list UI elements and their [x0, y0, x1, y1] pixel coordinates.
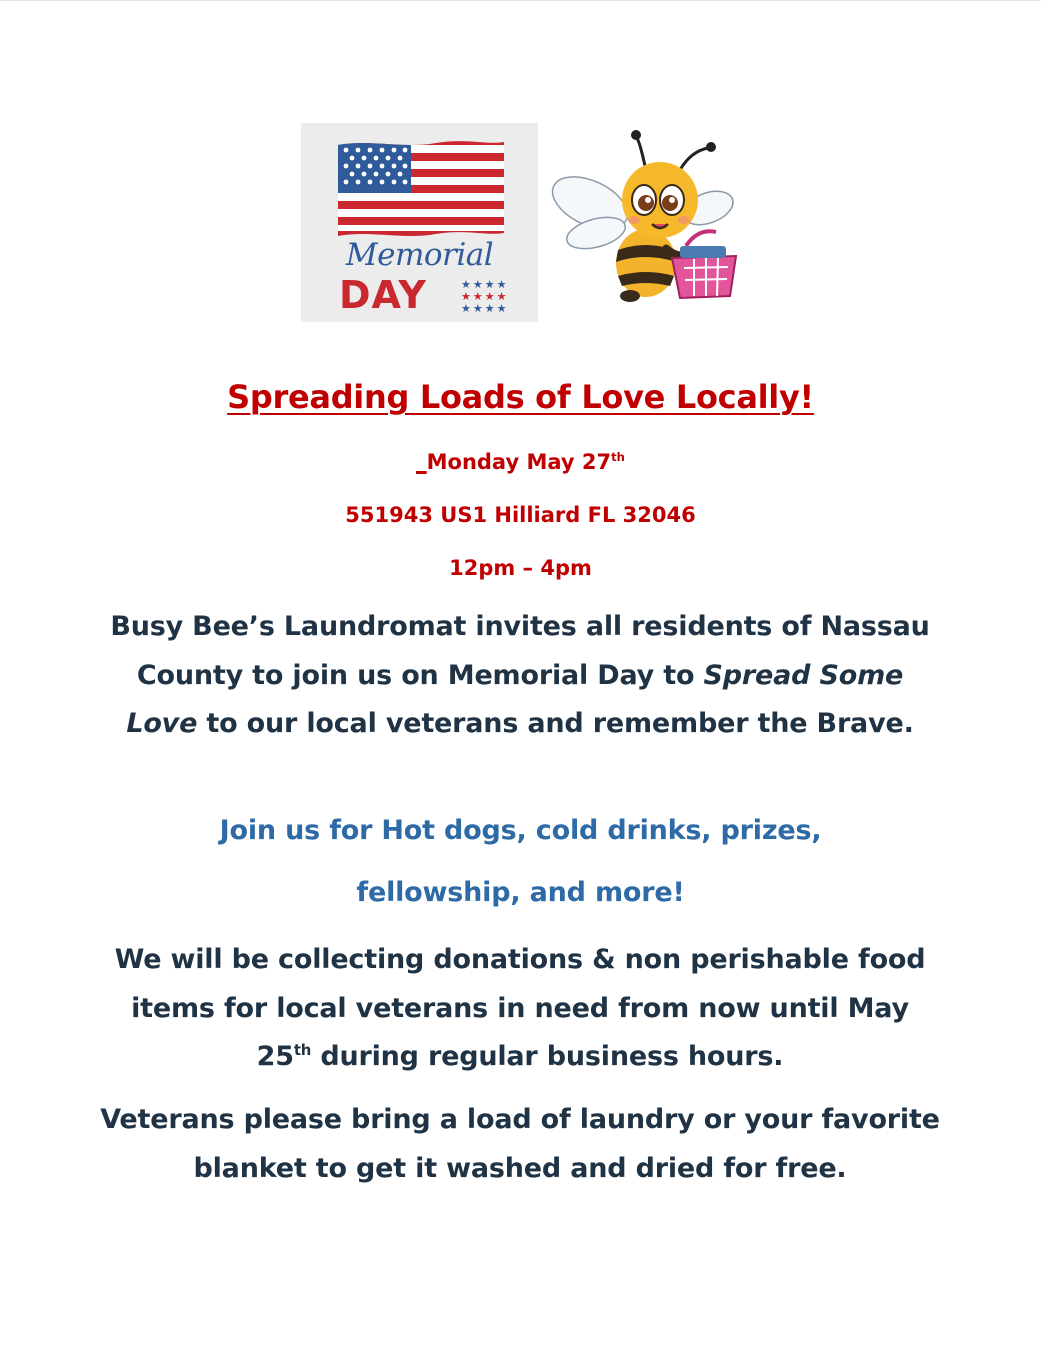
donations-part1: We will be collecting donations & non perishable food items for local veterans in need from now until May 25: [114, 944, 926, 1072]
memorial-script-text: Memorial: [345, 237, 494, 273]
donations-paragraph: [100, 936, 940, 1082]
intro-emphasis: Spread Some Love: [126, 659, 904, 739]
intro-part2: to our local veterans and remember the Brave.: [206, 708, 914, 739]
intro-part1: Busy Bee’s Laundromat invites all residents of Nassau County to join us on Memorial Day to: [110, 611, 930, 691]
veterans-paragraph: Veterans please bring a load of laundry or your favorite blanket to get it washed and dried for free.: [100, 1104, 940, 1184]
memorial-day-logo: [301, 123, 538, 322]
headline: Spreading Loads of Love Locally!: [227, 378, 814, 416]
donations-part2: during regular business hours.: [320, 1041, 784, 1072]
top-divider: [0, 0, 1041, 1]
event-address: 551943 US1 Hilliard FL 32046: [345, 503, 696, 527]
stars-decoration: ★★★★ ★★★★ ★★★★: [461, 278, 509, 315]
donations-ordinal: th: [293, 1041, 312, 1059]
date-prefix: _: [416, 450, 427, 474]
join-line-1: Join us for Hot dogs, cold drinks, prizes,: [219, 815, 822, 846]
day-text: DAY: [339, 273, 427, 317]
event-time: 12pm – 4pm: [449, 556, 592, 580]
bee-mascot-icon: [548, 128, 748, 308]
join-line-2: fellowship, and more!: [356, 877, 685, 908]
intro-paragraph: [110, 603, 930, 749]
date-text: Monday May 27: [426, 450, 612, 474]
date-ordinal: th: [611, 450, 625, 464]
event-date: [0, 450, 1041, 474]
